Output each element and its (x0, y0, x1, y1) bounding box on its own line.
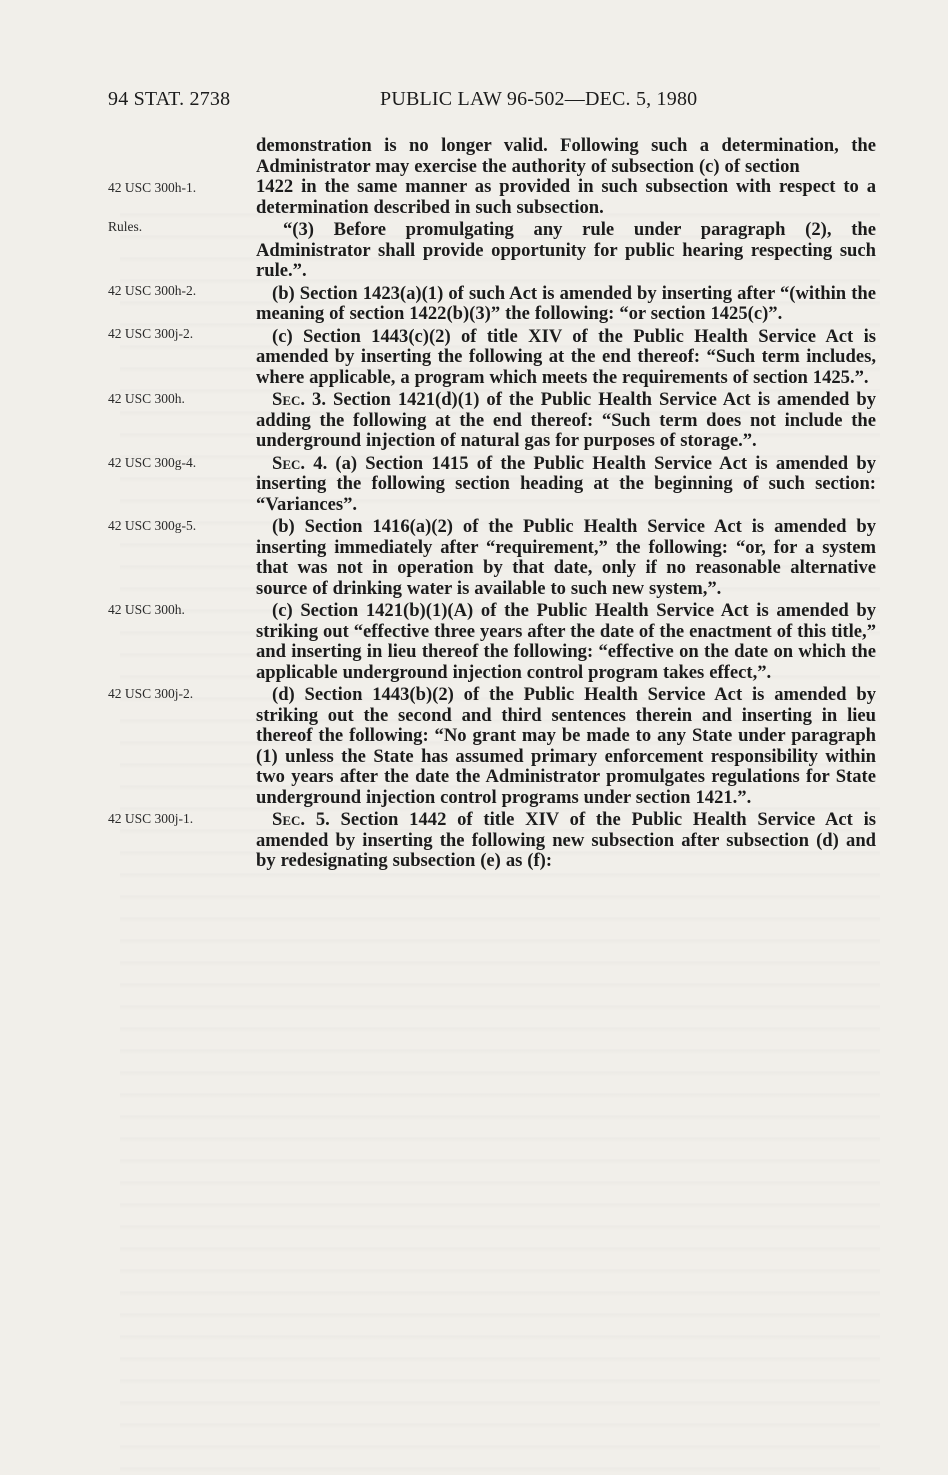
margin-note: 42 USC 300h-1. (108, 180, 197, 195)
paragraph (256, 390, 876, 452)
paragraph-text: 5. Section 1442 of title XIV of the Public Health Service Act is amended by inserting the following new subsection after subsection (d) and by redesignating subsection (e) as (f): (256, 809, 876, 871)
margin-note: 42 USC 300g-5. (108, 518, 197, 533)
section-label: Sec. (272, 389, 306, 410)
margin-note: 42 USC 300h. (108, 391, 185, 406)
text-block (0, 810, 948, 872)
text-block (0, 390, 948, 452)
margin-note: 42 USC 300j-1. (108, 811, 194, 826)
paragraph-text: 3. Section 1421(d)(1) of the Public Health Service Act is amended by adding the following at the end thereof: “Such term does not include the underground injection of natural gas for purposes of storage.”. (256, 389, 876, 451)
paragraph (256, 454, 876, 516)
margin-note: 42 USC 300g-4. (108, 454, 197, 470)
margin-note: 42 USC 300h-2. (108, 282, 197, 298)
paragraph: (c) Section 1421(b)(1)(A) of the Public Health Service Act is amended by striking out “effective three years after the date of the enactment of this title,” and inserting in lieu thereof the following: “effective on the date on which the applicable underground injection control program takes effect,”. (256, 600, 876, 683)
text-block (0, 517, 948, 599)
paragraph: (d) Section 1443(b)(2) of the Public Health Service Act is amended by striking out the second and third sentences therein and inserting in lieu thereof the following: “No grant may be made to any State under paragraph (1) unless the State has assumed primary enforcement responsibility within two years after the date the Administrator promulgates regulations for State underground injection control programs under section 1421.”. (256, 684, 876, 808)
margin-note: Rules. (108, 219, 143, 234)
paragraph (256, 810, 876, 872)
document-body (0, 136, 948, 872)
text-block (0, 685, 948, 808)
page-header (0, 88, 948, 118)
paragraph: (b) Section 1423(a)(1) of such Act is amended by inserting after “(within the meaning of section 1422(b)(3)” the following: “or section 1425(c)”. (256, 282, 876, 324)
paragraph: demonstration is no longer valid. Following such a determination, the Administrator may exercise the authority of subsection (c) of section (256, 135, 876, 177)
paragraph: “(3) Before promulgating any rule under paragraph (2), the Administrator shall provide opportunity for public hearing respecting such rule.”. (256, 219, 876, 281)
text-block (0, 284, 948, 325)
paragraph-text: 4. (a) Section 1415 of the Public Health Service Act is amended by inserting the following section heading at the beginning of such section: “Variances”. (256, 452, 876, 515)
text-block (0, 454, 948, 516)
text-block (0, 136, 948, 177)
text-block (0, 220, 948, 282)
section-label: Sec. (272, 809, 306, 830)
section-label: Sec. (272, 452, 306, 474)
text-block (0, 327, 948, 389)
paragraph: (b) Section 1416(a)(2) of the Public Health Service Act is amended by inserting immediately after “requirement,” the following: “or, for a system that was not in operation by that date, only if no reasonable alternative source of drinking water is available to such new system,”. (256, 516, 876, 599)
text-block (0, 601, 948, 683)
paragraph: (c) Section 1443(c)(2) of title XIV of the Public Health Service Act is amended by inserting the following at the end thereof: “Such term includes, where applicable, a program which meets the requirements of section 1425.”. (256, 325, 876, 388)
margin-note: 42 USC 300h. (108, 602, 185, 617)
margin-note: 42 USC 300j-2. (108, 686, 194, 701)
statute-page-number: 94 STAT. 2738 (108, 88, 231, 110)
paragraph: 1422 in the same manner as provided in such subsection with respect to a determination described in such subsection. (256, 176, 876, 218)
text-block (0, 177, 948, 218)
law-title-date: PUBLIC LAW 96-502—DEC. 5, 1980 (380, 88, 698, 110)
margin-note: 42 USC 300j-2. (108, 325, 194, 341)
